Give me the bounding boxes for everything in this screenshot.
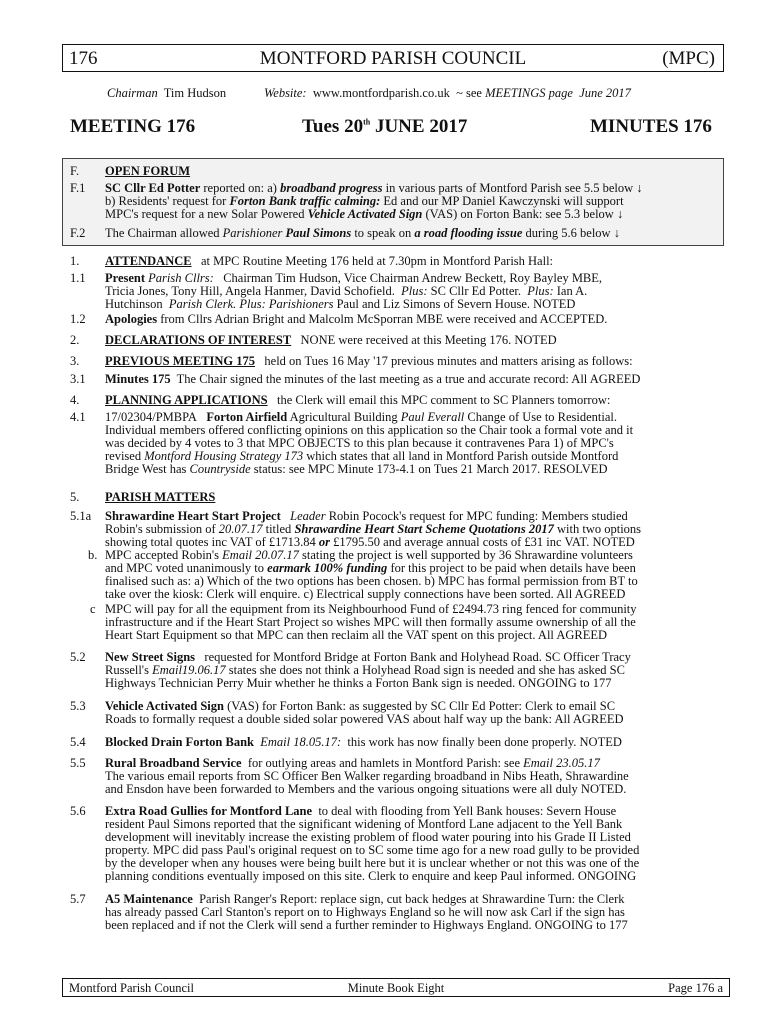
s3-line	[105, 355, 723, 368]
s31-num: 3.1	[70, 372, 86, 386]
s51a-num: 5.1a	[70, 509, 92, 523]
s1-title: ATTENDANCE	[105, 254, 192, 268]
s31-line	[105, 373, 723, 386]
s3-text: held on Tues 16 May '17 previous minutes and matters arising as follows:	[264, 354, 633, 368]
s56-line-5: by the developer when any houses were being built here but it is unclear whether or not this was one of the	[105, 856, 640, 870]
f1-t1: reported on: a)	[203, 181, 277, 195]
s55-line-2: The various email reports from SC Officer Ben Walker regarding broadband in Nibs Heath, Shrawardine	[105, 769, 629, 783]
f2-flood: a road flooding issue	[414, 226, 523, 240]
s51b-email: Email 20.07.17	[222, 548, 299, 562]
f2-t1: The Chairman allowed	[105, 226, 220, 240]
s56-line-6: planning conditions eventually imposed on this site. Clerk to enquire and keep Paul informed. ONGOING	[105, 869, 637, 883]
f1-t6: (VAS) on Forton Bank: see 5.3 below ↓	[425, 207, 624, 221]
s53-vas: Vehicle Activated Sign	[105, 699, 224, 713]
f1-t2: in various parts of Montford Parish see 5.5 below ↓	[385, 181, 643, 195]
s41-t6: status: see MPC Minute 173-4.1 on Tues 21 March 2017. RESOLVED	[253, 462, 608, 476]
s51b-t1: MPC accepted Robin's	[105, 548, 220, 562]
footer-page: Page 176 a	[668, 981, 723, 995]
page-footer	[62, 978, 730, 997]
s12-line	[105, 313, 723, 326]
s11-t7: Paul and Liz Simons of Severn House. NOTED	[336, 297, 576, 311]
s54-email: Email 18.05.17:	[260, 735, 342, 749]
s51a-quotations: Shrawardine Heart Start Scheme Quotations 2017	[294, 522, 554, 536]
s12-num: 1.2	[70, 312, 86, 326]
s51c-num: c	[90, 602, 96, 616]
s11-t1: Chairman Tim Hudson, Vice Chairman Andrew Beckett, Roy Bayley MBE,	[223, 271, 603, 285]
s53-num: 5.3	[70, 699, 86, 713]
s11-line-3	[105, 298, 723, 311]
s55-t1: for outlying areas and hamlets in Montford Parish: see	[247, 756, 521, 770]
s41-t1: Agricultural Building	[289, 410, 398, 424]
f2-num: F.2	[70, 226, 86, 240]
s4-text: the Clerk will email this MPC comment to SC Planners tomorrow:	[277, 393, 611, 407]
s11-t4: Ian A.	[556, 284, 588, 298]
title-box	[62, 44, 724, 72]
s51c-line-1: MPC will pay for all the equipment from its Neighbourhood Fund of £2494.73 ring fenced for community	[105, 602, 637, 616]
s5-num: 5.	[70, 490, 80, 504]
s31-minutes: Minutes 175	[105, 372, 171, 386]
forum-title-text: OPEN FORUM	[105, 164, 191, 178]
f2-t2: Parishioner	[222, 226, 283, 240]
s12-apologies: Apologies	[105, 312, 158, 326]
f1-broadband: broadband progress	[280, 181, 383, 195]
s12-text: from Cllrs Adrian Bright and Malcolm McSporran MBE were received and ACCEPTED.	[160, 312, 608, 326]
website-label: Website:	[264, 86, 307, 100]
s51a-t2: Robin's submission of	[105, 522, 216, 536]
s55-num: 5.5	[70, 756, 86, 770]
s11-present: Present	[105, 271, 146, 285]
meeting-date	[302, 116, 467, 138]
s55-line-3: and Ensdon have been forwarded to Members and the various ongoing situations were all duly NOTED.	[105, 782, 627, 796]
date-sup: th	[363, 117, 371, 127]
s57-line-3: been replaced and if not the Clerk will send a further reminder to Highways England. ONGOING to 177	[105, 918, 628, 932]
f2-line	[105, 227, 723, 240]
s51b-num: b.	[88, 548, 98, 562]
s41-countryside: Countryside	[189, 462, 251, 476]
s57-num: 5.7	[70, 892, 86, 906]
s52-num: 5.2	[70, 650, 86, 664]
s41-num: 4.1	[70, 410, 86, 424]
f1-t4: Ed and our MP Daniel Kawczynski will support	[383, 194, 624, 208]
s52-t1: requested for Montford Bridge at Forton Bank and Holyhead Road. SC Officer Tracy	[204, 650, 631, 664]
s4-num: 4.	[70, 393, 80, 407]
f1-traffic: Forton Bank traffic calming:	[229, 194, 381, 208]
forum-title	[105, 165, 723, 178]
s51b-earmark: earmark 100% funding	[267, 561, 388, 575]
s51b-line-4: take over the kiosk: Clerk will enquire. c) Electrical supply connections have been sorted. All AGREED	[105, 587, 626, 601]
f1-t3: b) Residents' request for	[105, 194, 227, 208]
s41-applicant: Paul Everall	[400, 410, 465, 424]
s1-text: at MPC Routine Meeting 176 held at 7.30pm in Montford Parish Hall:	[200, 254, 554, 268]
forum-num: F.	[70, 164, 80, 178]
s31-text: The Chair signed the minutes of the last meeting as a true and accurate record: All AGREED	[176, 372, 641, 386]
s11-t5: Hutchinson	[105, 297, 163, 311]
s51c-line-2: infrastructure and if the Heart Start Project so wishes MPC will then formally assume ownership of all the	[105, 615, 636, 629]
s51b-t4: for this project to be paid when details have been	[390, 561, 636, 575]
s5-title: PARISH MATTERS	[105, 490, 216, 504]
s51b-t3: and MPC voted unanimously to	[105, 561, 265, 575]
s53-line-2: Roads to formally request a double sided solar powered VAS about half way up the bank: All AGREED	[105, 712, 624, 726]
s56-line-2: resident Paul Simons reported that the significant widening of Montford Lane adjacent to the Yell Bank	[105, 817, 623, 831]
s53-t1: (VAS) for Forton Bank: as suggested by SC Cllr Ed Potter: Clerk to email SC	[227, 699, 616, 713]
s3-num: 3.	[70, 354, 80, 368]
chairman-line	[107, 86, 226, 101]
s51a-t5: showing total quotes inc VAT of £1713.84	[105, 535, 316, 549]
s11-t3: SC Cllr Ed Potter.	[430, 284, 521, 298]
s56-line-4: property. MPC did pass Paul's original request on to SC some time ago for a new road gully to be provided	[105, 843, 640, 857]
f1-name: SC Cllr Ed Potter	[105, 181, 201, 195]
s4-line	[105, 394, 723, 407]
s1-line	[105, 255, 723, 268]
f1-t5: MPC's request for a new Solar Powered	[105, 207, 305, 221]
s54-line	[105, 736, 723, 749]
s51a-leader: Leader	[290, 509, 326, 523]
s11-cllrs: Parish Cllrs:	[148, 271, 214, 285]
s11-plus2: Plus:	[527, 284, 554, 298]
s51b-t2: stating the project is well supported by 36 Shrawardine volunteers	[302, 548, 633, 562]
s41-line-5	[105, 463, 723, 476]
council-title: MONTFORD PARISH COUNCIL	[259, 48, 527, 69]
website-tail: ~ see	[456, 86, 482, 100]
f2-t3: to speak on	[354, 226, 412, 240]
chairman-label: Chairman	[107, 86, 158, 100]
s41-t3: revised	[105, 449, 142, 463]
f1-num: F.1	[70, 181, 86, 195]
s41-line-3: was decided by 4 votes to 3 that MPC OBJECTS to this plan because it contravenes Para 1) of MPC's	[105, 436, 614, 450]
s4-title: PLANNING APPLICATIONS	[105, 393, 268, 407]
meeting-heading: MEETING 176	[70, 116, 196, 137]
website-link[interactable]: www.montfordparish.co.uk	[312, 86, 450, 100]
s56-t1: to deal with flooding from Yell Bank houses: Severn House	[318, 804, 617, 818]
s3-title: PREVIOUS MEETING 175	[105, 354, 256, 368]
s54-text: this work has now finally been done properly. NOTED	[347, 735, 622, 749]
s41-line-2: Individual members offered conflicting opinions on this application so the Chair took a formal vote and it	[105, 423, 634, 437]
s2-title: DECLARATIONS OF INTEREST	[105, 333, 292, 347]
s2-num: 2.	[70, 333, 80, 347]
f1-vas: Vehicle Activated Sign	[307, 207, 423, 221]
f1-line-3	[105, 208, 723, 221]
s51a-date: 20.07.17	[218, 522, 263, 536]
s41-t2: Change of Use to Residential.	[467, 410, 618, 424]
date-pre: Tues 20	[302, 116, 364, 137]
s52-signs: New Street Signs	[105, 650, 196, 664]
meeting-number: 176	[69, 48, 98, 69]
s51a-or: or	[318, 535, 331, 549]
s51a-t6: £1795.50 and average annual costs of £31 inc VAT. NOTED	[333, 535, 635, 549]
s1-num: 1.	[70, 254, 80, 268]
f2-t4: during 5.6 below ↓	[525, 226, 620, 240]
minutes-heading: MINUTES 176	[590, 116, 712, 137]
s51a-project: Shrawardine Heart Start Project	[105, 509, 281, 523]
s41-t5: Bridge West has	[105, 462, 187, 476]
s54-num: 5.4	[70, 735, 86, 749]
s51c-line-3: Heart Start Equipment so that MPC can then reclaim all the VAT spent on this project. All AGREED	[105, 628, 608, 642]
s51a-t4: with two options	[557, 522, 642, 536]
s57-a5: A5 Maintenance	[105, 892, 193, 906]
s52-t2: Russell's	[105, 663, 149, 677]
s41-strategy: Montford Housing Strategy 173	[144, 449, 304, 463]
footer-book: Minute Book Eight	[347, 981, 445, 995]
s11-plus1: Plus:	[401, 284, 428, 298]
footer-council: Montford Parish Council	[69, 981, 194, 995]
s41-t4: which states that all land in Montford Parish outside Montford	[306, 449, 619, 463]
s52-t3: states she does not think a Holyhead Road sign is needed and she has asked SC	[228, 663, 625, 677]
s57-t1: Parish Ranger's Report: replace sign, cut back hedges at Shrawardine Turn: the Clerk	[199, 892, 625, 906]
s56-num: 5.6	[70, 804, 86, 818]
s56-line-3: development will inevitably increase the existing problem of flood water pouring into his Grade II Listed	[105, 830, 631, 844]
chairman-name: Tim Hudson	[163, 86, 227, 100]
s52-line-3: Highways Technician Perry Muir whether he thinks a Forton Bank sign is needed. ONGOING to 177	[105, 676, 612, 690]
s2-text: NONE were received at this Meeting 176. NOTED	[300, 333, 557, 347]
f2-name: Paul Simons	[285, 226, 352, 240]
s41-ref: 17/02304/PMBPA	[105, 410, 197, 424]
meetings-page: MEETINGS page	[485, 86, 573, 100]
s55-email: Email 23.05.17	[523, 756, 600, 770]
website-line	[264, 86, 631, 101]
s54-drain: Blocked Drain Forton Bank	[105, 735, 254, 749]
s51b-line-3: finalised such as: a) Which of the two options has been chosen. b) MPC has formal permission from BT to	[105, 574, 638, 588]
s11-num: 1.1	[70, 271, 86, 285]
s41-site: Forton Airfield	[206, 410, 288, 424]
s57-line-2: has already passed Carl Stanton's report on to Highways England so he will now ask Carl if the sign has	[105, 905, 625, 919]
s11-t6: Parish Clerk. Plus: Parishioners	[168, 297, 334, 311]
s52-email: Email19.06.17	[152, 663, 226, 677]
website-date: June 2017	[579, 86, 631, 100]
s11-t2: Tricia Jones, Tony Hill, Angela Hanmer, David Schofield.	[105, 284, 395, 298]
s51a-t3: titled	[265, 522, 292, 536]
s5-line	[105, 491, 723, 504]
s55-broadband: Rural Broadband Service	[105, 756, 242, 770]
s2-line	[105, 334, 723, 347]
s56-gullies: Extra Road Gullies for Montford Lane	[105, 804, 313, 818]
council-abbr: (MPC)	[662, 48, 715, 69]
s51a-t1: Robin Pocock's request for MPC funding: Members studied	[328, 509, 628, 523]
date-post: JUNE 2017	[374, 116, 468, 137]
